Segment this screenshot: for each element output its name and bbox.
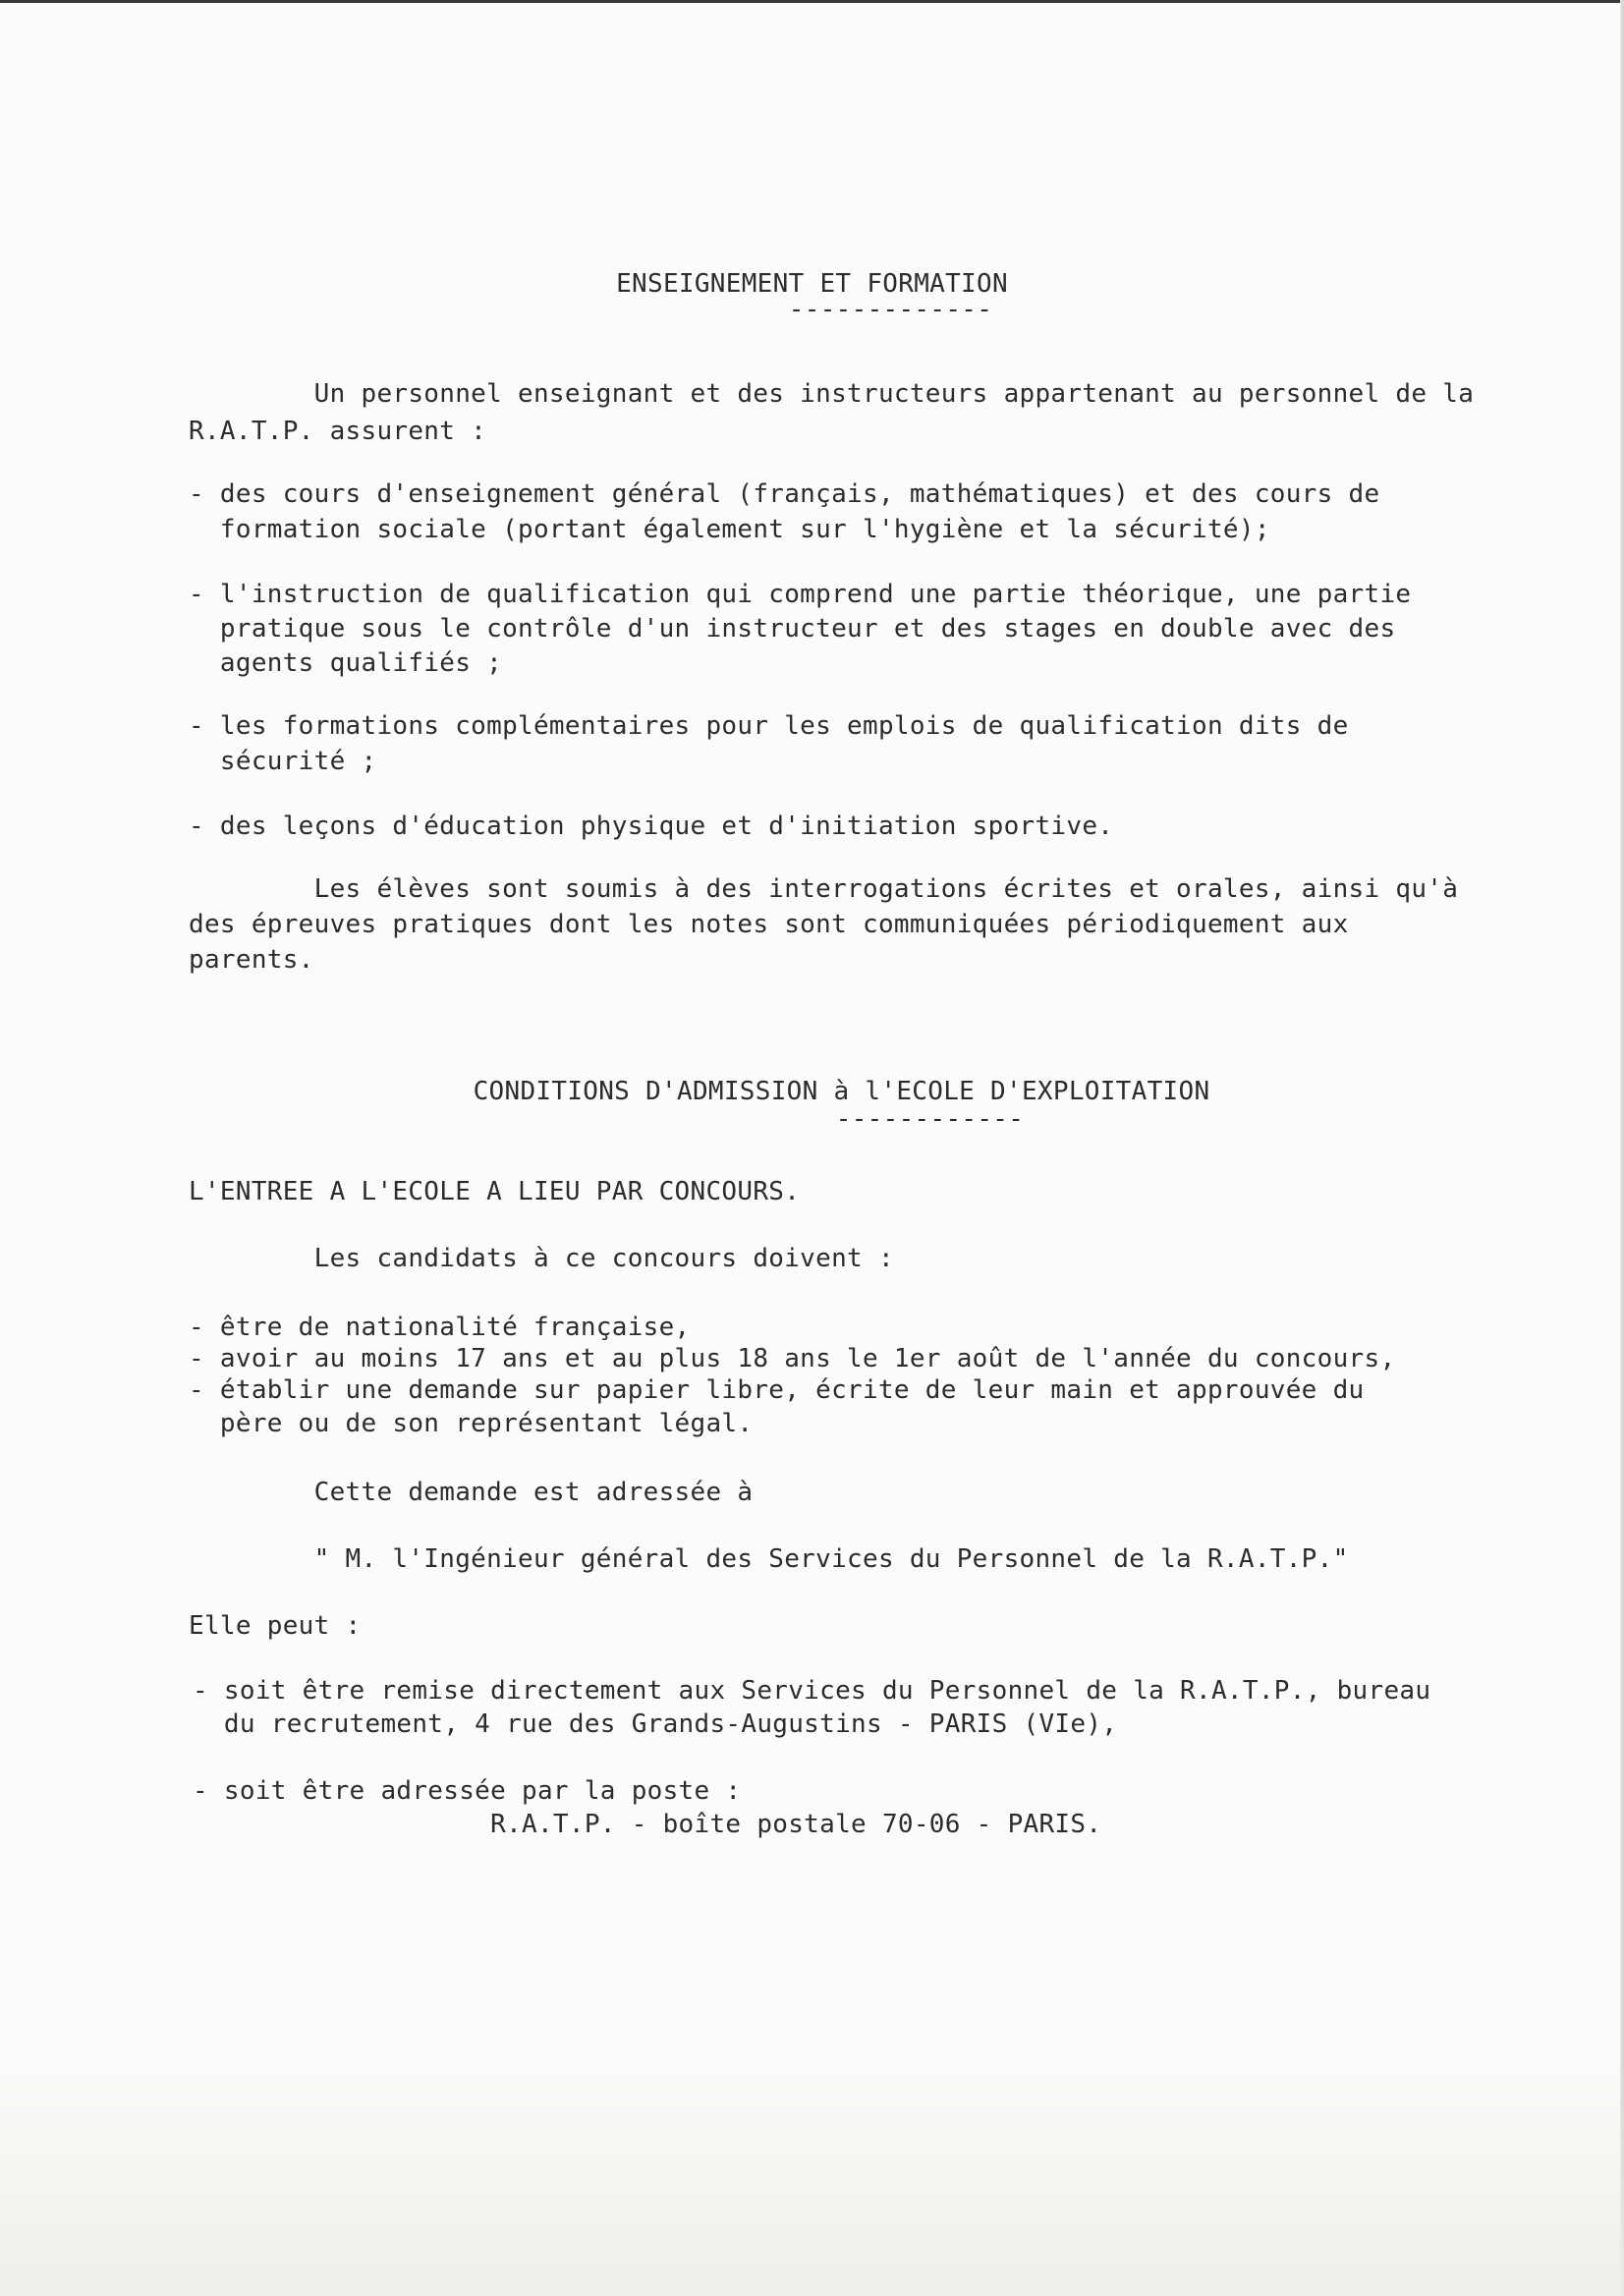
- scan-bottom-shading: [0, 2063, 1624, 2296]
- requirement-3: - établir une demande sur papier libre, écrite de leur main et approuvée du: [189, 1375, 1365, 1405]
- section-title-enseignement: ENSEIGNEMENT ET FORMATION: [616, 269, 1008, 299]
- option-1-line-2: du recrutement, 4 rue des Grands-Augustins - PARIS (VIe),: [193, 1709, 1118, 1739]
- intro-line-2: R.A.T.P. assurent :: [189, 417, 487, 446]
- scan-top-border: [0, 0, 1624, 3]
- scan-right-edge: [1620, 0, 1624, 2296]
- section-title-conditions: CONDITIONS D'ADMISSION à l'ECOLE D'EXPLOITATION: [473, 1077, 1210, 1106]
- may-label: Elle peut :: [189, 1611, 362, 1641]
- list-item-1-line-1: - des cours d'enseignement général (français, mathématiques) et des cours de: [189, 479, 1380, 509]
- closing-line-3: parents.: [189, 945, 314, 975]
- intro-line-1: Un personnel enseignant et des instructeurs appartenant au personnel de la: [189, 379, 1475, 409]
- closing-line-1: Les élèves sont soumis à des interrogations écrites et orales, ainsi qu'à: [189, 874, 1459, 904]
- entry-statement: L'ENTREE A L'ECOLE A LIEU PAR CONCOURS.: [189, 1177, 801, 1206]
- list-item-3-line-1: - les formations complémentaires pour les emplois de qualification dits de: [189, 711, 1349, 741]
- section-title-rule-2: ------------: [835, 1104, 1025, 1134]
- list-item-1-line-2: formation sociale (portant également sur l'hygiène et la sécurité);: [189, 515, 1270, 544]
- list-item-2-line-3: agents qualifiés ;: [189, 648, 503, 678]
- candidates-intro: Les candidats à ce concours doivent :: [189, 1244, 894, 1273]
- addressee: " M. l'Ingénieur général des Services du Personnel de la R.A.T.P.": [189, 1544, 1349, 1574]
- list-item-2-line-1: - l'instruction de qualification qui comprend une partie théorique, une partie: [189, 580, 1412, 609]
- requirement-3-cont: père ou de son représentant légal.: [189, 1409, 754, 1438]
- request-addressed: Cette demande est adressée à: [189, 1478, 754, 1507]
- postal-address: R.A.T.P. - boîte postale 70-06 - PARIS.: [193, 1810, 1102, 1839]
- option-1-line-1: - soit être remise directement aux Services du Personnel de la R.A.T.P., bureau: [193, 1676, 1431, 1706]
- list-item-2-line-2: pratique sous le contrôle d'un instructeur et des stages en double avec des: [189, 614, 1396, 644]
- option-2-line-1: - soit être adressée par la poste :: [193, 1776, 742, 1806]
- list-item-4-line-1: - des leçons d'éducation physique et d'initiation sportive.: [189, 812, 1114, 841]
- closing-line-2: des épreuves pratiques dont les notes sont communiquées périodiquement aux: [189, 910, 1349, 939]
- requirement-1: - être de nationalité française,: [189, 1313, 691, 1342]
- requirement-2: - avoir au moins 17 ans et au plus 18 ans le 1er août de l'année du concours,: [189, 1344, 1396, 1373]
- section-title-rule: -------------: [788, 295, 993, 324]
- list-item-3-line-2: sécurité ;: [189, 747, 377, 776]
